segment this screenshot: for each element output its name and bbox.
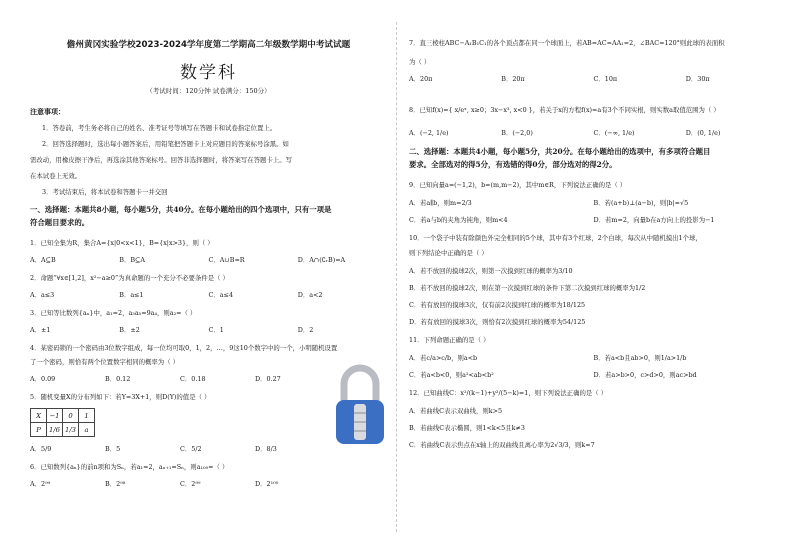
table-row (31, 409, 95, 423)
option-c: C．(−∞, 1/e) (593, 129, 635, 137)
option-a: A．20π (409, 75, 433, 83)
lock-shackle (344, 368, 376, 402)
table-cell: 0 (63, 409, 79, 423)
table-cell: 1/6 (47, 423, 63, 437)
option-c: C．A∪B=R (208, 256, 245, 264)
option-d: D．0.27 (255, 375, 281, 383)
question-9-stem: 9．已知向量a=(−1,2)，b=(m,m−2)，其中m∈R，下列说法正确的是（ ） (409, 181, 627, 189)
option-a: A．5/9 (30, 445, 52, 453)
option-c: C．2⁹⁹ (180, 480, 201, 488)
option-d: D．(0, 1/e) (685, 129, 721, 137)
section1-heading: 一、选择题：本题共8小题，每小题5分，共40分。在每小题给出的四个选项中，只有一项是 (30, 205, 332, 214)
question-5-stem: 5．随机变量X的分布列如下：若Y=3X+1，则D(Y)的值是（ ） (30, 393, 211, 401)
question-4-stem: 4．某密码锁的一个密码由3位数字组成，每一位均可取0，1，2，…，9这10个数字中的一个，小明随机设置 (30, 344, 338, 352)
option-a: A．A⊆B (30, 256, 56, 264)
option-c: C．0.18 (180, 375, 206, 383)
question-7-stem-cont: 为（ ） (409, 58, 431, 66)
question-12-stem: 12．已知曲线C：x²/(k−1)+y²/(5−k)=1，则下列说法正确的是（ ） (409, 389, 608, 397)
question-6-stem: 6．已知数列{aₙ}的前n项和为Sₙ，若a₁=2，aₙ₊₁=Sₙ，则a₁₀₀=（ ） (30, 463, 229, 471)
option-b: B．2⁹⁸ (105, 480, 126, 488)
option-d: D．2 (297, 326, 314, 334)
option-b: B．5 (105, 445, 121, 453)
exam-info: （考试时间：120分钟 试卷满分：150分） (146, 87, 271, 95)
distribution-table (30, 408, 95, 437)
exam-title: 儋州黄冈实验学校2023-2024学年度第二学期高二年级数学期中考试试题 (66, 40, 351, 50)
question-8-options (409, 128, 778, 137)
question-11-stem: 11．下列命题正确的是（ ） (409, 336, 490, 344)
question-1-stem: 1．已知全集为R，集合A={x|0<x<1}，B={x|x>3}，则（ ） (30, 239, 214, 247)
question-5-options (30, 444, 330, 453)
option-b: B．±2 (119, 326, 140, 334)
section2-heading: 二、选择题：本题共4小题，每小题5分，共20分。在每小题给出的选项中，有多项符合题目 (409, 147, 711, 156)
table-cell: a (79, 423, 95, 437)
question-10-option-c: C．若有放回的摸球3次，仅有前2次摸到红球的概率为18/125 (409, 301, 586, 309)
option-a: A．若c/a>c/b，则a<b (409, 354, 478, 362)
option-c: C．5/2 (180, 445, 202, 453)
option-d: D．30π (685, 75, 710, 83)
question-10-option-d: D．若有放回的摸球3次，则恰有2次摸到红球的概率为54/125 (409, 318, 586, 326)
question-7-stem: 7．直三棱柱ABC−A₁B₁C₁的各个顶点都在同一个球面上，若AB=AC=AA₁=2，∠BAC=120°则此球的表面积 (409, 39, 725, 47)
question-12-option-b: B．若曲线C表示椭圆，则1<k<5且k≠3 (409, 424, 525, 432)
option-c: C．a≤4 (208, 291, 234, 299)
option-d: D．8/3 (255, 445, 277, 453)
notice-item-2-end: 在本试卷上无效。 (30, 172, 82, 180)
question-7-options (409, 74, 778, 83)
option-b: B．(−2,0) (501, 129, 533, 137)
table-cell: 1 (79, 409, 95, 423)
question-4-stem-cont: 了一个密码，则恰有两个位置数字相同的概率为（ ） (30, 358, 180, 366)
option-c: C．1 (208, 326, 224, 334)
section1-heading-cont: 符合题目要求的。 (30, 218, 90, 227)
right-column (397, 0, 794, 550)
question-12-option-c: C．若曲线C表示焦点在x轴上的双曲线且离心率为2√3/3，则k=7 (409, 441, 595, 449)
option-b: B．B⊆A (119, 256, 146, 264)
question-12-option-a: A．若曲线C表示双曲线，则k>5 (409, 407, 503, 415)
question-2-stem: 2．命题“∀x∈[1,2]，x²−a≥0”为真命题的一个充分不必要条件是（ ） (30, 274, 229, 282)
question-11-options-row2 (409, 370, 778, 379)
option-d: D．若m=2，向量b在a方向上的投影为−1 (593, 216, 715, 224)
notice-item-2-cont: 需改动，用橡皮擦干净后，再选涂其他答案标号。回答非选择题时，将答案写在答题卡上。写 (30, 156, 293, 164)
option-b: B．a≤1 (119, 291, 144, 299)
notice-item-3: 3．考试结束后，将本试卷和答题卡一并交回 (42, 188, 168, 196)
notice-title: 注意事项： (30, 107, 65, 116)
table-cell: P (31, 423, 47, 437)
table-cell: X (31, 409, 47, 423)
question-1-options (30, 255, 387, 264)
question-9-options-row2 (409, 215, 778, 224)
option-d: D．A∩(∁ᵣB)=A (297, 256, 346, 264)
question-11-options-row1 (409, 353, 778, 362)
option-c: C．10π (593, 75, 618, 83)
notice-item-2: 2．回答选择题时，选出每小题答案后，用铅笔把答题卡上对应题目的答案标号涂黑。如 (42, 140, 289, 148)
option-c: C．若a<b<0，则a²<ab<b² (409, 371, 494, 379)
option-b: B．0.12 (105, 375, 131, 383)
option-a: A．±1 (30, 326, 51, 334)
question-2-options (30, 290, 387, 299)
question-4-options (30, 374, 330, 383)
subject-title: 数学科 (180, 63, 237, 83)
padlock-image (330, 362, 390, 452)
question-10-option-b: B．若不放回的摸球2次，则在第一次摸到红球的条件下第二次摸到红球的概率为1/2 (409, 284, 646, 292)
table-cell: 1/3 (63, 423, 79, 437)
question-3-stem: 3．已知等比数列{aₙ}中，a₁=2，a₃a₅=9a₄，则a₂=（ ） (30, 309, 197, 317)
option-a: A．(−2, 1/e) (409, 129, 449, 137)
table-row (31, 423, 95, 437)
question-10-option-a: A．若不放回的摸球2次，则第一次摸到红球的概率为3/10 (409, 267, 573, 275)
option-a: A．2⁹⁹ (30, 480, 51, 488)
question-10-stem-cont: 则下列结论中正确的是（ ） (409, 249, 488, 257)
question-3-options (30, 325, 387, 334)
option-d: D．2¹⁰⁰ (255, 480, 279, 488)
table-cell: −1 (47, 409, 63, 423)
option-b: B．20π (501, 75, 525, 83)
option-c: C．若a与b的夹角为钝角，则m<4 (409, 216, 508, 224)
option-b: B．若(a+b)⊥(a−b)，则|b|=√5 (593, 199, 689, 207)
notice-item-1: 1．答卷前，考生务必将自己的姓名、准考证号等填写在答题卡和试卷指定位置上。 (42, 124, 277, 132)
option-b: B．若a<b且ab>0，则1/a>1/b (593, 354, 687, 362)
option-a: A．0.09 (30, 375, 56, 383)
option-d: D．若a>b>0，c>d>0，则ac>bd (593, 371, 697, 379)
option-d: D．a<2 (297, 291, 323, 299)
question-10-stem: 10．一个袋子中装有除颜色外完全相同的5个球，其中有3个红球，2个白球，每次从中随机摸出1个球， (409, 234, 702, 242)
section2-heading-cont: 要求。全部选对的得5分，有选错的得0分，部分选对的得2分。 (409, 160, 617, 169)
option-a: A．a≤3 (30, 291, 55, 299)
question-9-options-row1 (409, 198, 778, 207)
option-a: A．若a∥b，则m=2/3 (409, 199, 472, 207)
question-6-options (30, 479, 330, 488)
question-8-stem: 8．已知f(x)={ x/eˣ, x≥0；3x−x³, x<0 }，若关于x的方程f(x)=a有3个不同实根，则实数a取值范围为（ ） (409, 106, 720, 114)
